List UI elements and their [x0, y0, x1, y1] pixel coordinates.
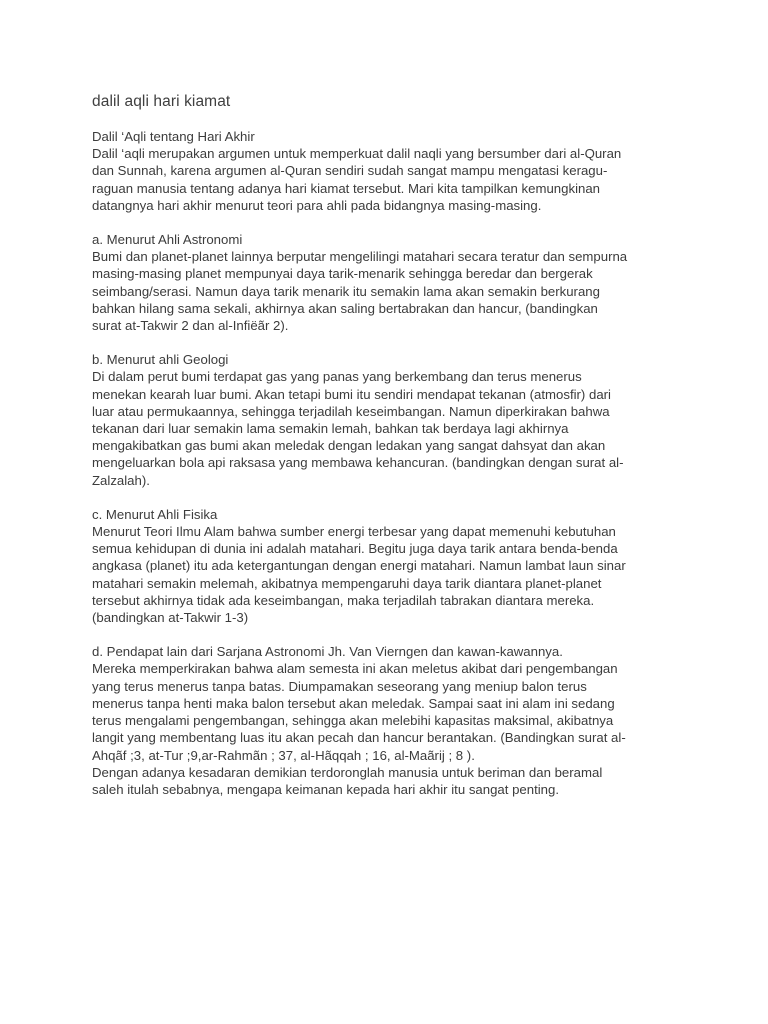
paragraph-physics	[92, 506, 692, 626]
paragraph-line: datangnya hari akhir menurut teori para ahli pada bidangnya masing-masing.	[92, 197, 542, 213]
paragraph-line: surat at-Takwir 2 dan al-Infiëãr 2).	[92, 318, 289, 334]
paragraph-astronomy	[92, 231, 692, 334]
paragraph-geology	[92, 351, 692, 489]
paragraph-line: angkasa (planet) itu ada ketergantungan dengan energi matahari. Namun lambat laun sinar	[92, 558, 626, 574]
paragraph-line: seimbang/serasi. Namun daya tarik menarik itu semakin lama akan semakin berkurang	[92, 283, 600, 299]
paragraph-line: menekan kearah luar bumi. Akan tetapi bumi itu sendiri mendapat tekanan (atmosfir) dari	[92, 386, 611, 402]
paragraph-line: luar atau permukaannya, sehingga terjadilah keseimbangan. Namun diperkirakan bahwa	[92, 403, 610, 419]
paragraph-line: mengakibatkan gas bumi akan meledak dengan ledakan yang sangat dahsyat dan akan	[92, 438, 606, 454]
paragraph-intro	[92, 128, 692, 214]
paragraph-line: Mereka memperkirakan bahwa alam semesta ini akan meletus akibat dari pengembangan	[92, 661, 618, 677]
paragraph-line: Dalil ‘aqli merupakan argumen untuk memperkuat dalil naqli yang bersumber dari al-Quran	[92, 146, 622, 162]
paragraph-line: Di dalam perut bumi terdapat gas yang panas yang berkembang dan terus menerus	[92, 369, 582, 385]
paragraph-line: mengeluarkan bola api raksasa yang membawa kehancuran. (bandingkan dengan surat al-	[92, 455, 624, 471]
paragraph-line: yang terus menerus tanpa batas. Diumpamakan seseorang yang meniup balon terus	[92, 678, 587, 694]
paragraph-line: menerus tanpa henti maka balon tersebut akan meledak. Sampai saat ini alam ini sedang	[92, 695, 615, 711]
paragraph-line: (bandingkan at-Takwir 1-3)	[92, 610, 249, 626]
section-heading-physics: c. Menurut Ahli Fisika	[92, 506, 218, 522]
paragraph-line: Dengan adanya kesadaran demikian terdoronglah manusia untuk beriman dan beramal	[92, 764, 603, 780]
paragraph-line: Menurut Teori Ilmu Alam bahwa sumber energi terbesar yang dapat memenuhi kebutuhan	[92, 524, 616, 540]
paragraph-line: tersebut akhirnya tidak ada keseimbangan, maka terjadilah tabrakan diantara mereka.	[92, 592, 595, 608]
paragraph-line: langit yang membentang luas itu akan pecah dan hancur berantakan. (Bandingkan surat al-	[92, 730, 626, 746]
paragraph-line: saleh itulah sebabnya, mengapa keimanan kepada hari akhir itu sangat penting.	[92, 781, 560, 797]
section-heading-astronomy: a. Menurut Ahli Astronomi	[92, 232, 243, 248]
document-title: dalil aqli hari kiamat	[92, 93, 231, 110]
paragraph-line: raguan manusia tentang adanya hari kiamat tersebut. Mari kita tampilkan kemungkinan	[92, 180, 601, 196]
paragraph-line: matahari semakin melemah, akibatnya mempengaruhi daya tarik diantara planet-planet	[92, 575, 602, 591]
paragraph-line: Zalzalah).	[92, 472, 150, 488]
document-page	[92, 92, 692, 815]
paragraph-line: masing-masing planet mempunyai daya tarik-menarik sehingga beredar dan bergerak	[92, 266, 593, 282]
section-heading-geology: b. Menurut ahli Geologi	[92, 352, 229, 368]
paragraph-other-opinion	[92, 643, 692, 798]
paragraph-line: terus mengalami pengembangan, sehingga akan melebihi kapasitas maksimal, akibatnya	[92, 713, 614, 729]
section-heading-other-opinion: d. Pendapat lain dari Sarjana Astronomi Jh. Van Vierngen dan kawan-kawannya.	[92, 644, 563, 660]
paragraph-line: bahkan hilang sama sekali, akhirnya akan saling bertabrakan dan hancur, (bandingkan	[92, 300, 598, 316]
paragraph-line: semua kehidupan di dunia ini adalah matahari. Begitu juga daya tarik antara benda-benda	[92, 541, 618, 557]
paragraph-line: Bumi dan planet-planet lainnya berputar mengelilingi matahari secara teratur dan sempurna	[92, 249, 628, 265]
paragraph-line: Ahqãf ;3, at-Tur ;9,ar-Rahmãn ; 37, al-Hãqqah ; 16, al-Maãrij ; 8 ).	[92, 747, 475, 763]
intro-heading: Dalil ‘Aqli tentang Hari Akhir	[92, 129, 255, 144]
paragraph-line: dan Sunnah, karena argumen al-Quran sendiri sudah sangat mampu mengatasi keragu-	[92, 163, 608, 179]
paragraph-line: tekanan dari luar semakin lama semakin lemah, bahkan tak berdaya lagi akhirnya	[92, 421, 569, 437]
